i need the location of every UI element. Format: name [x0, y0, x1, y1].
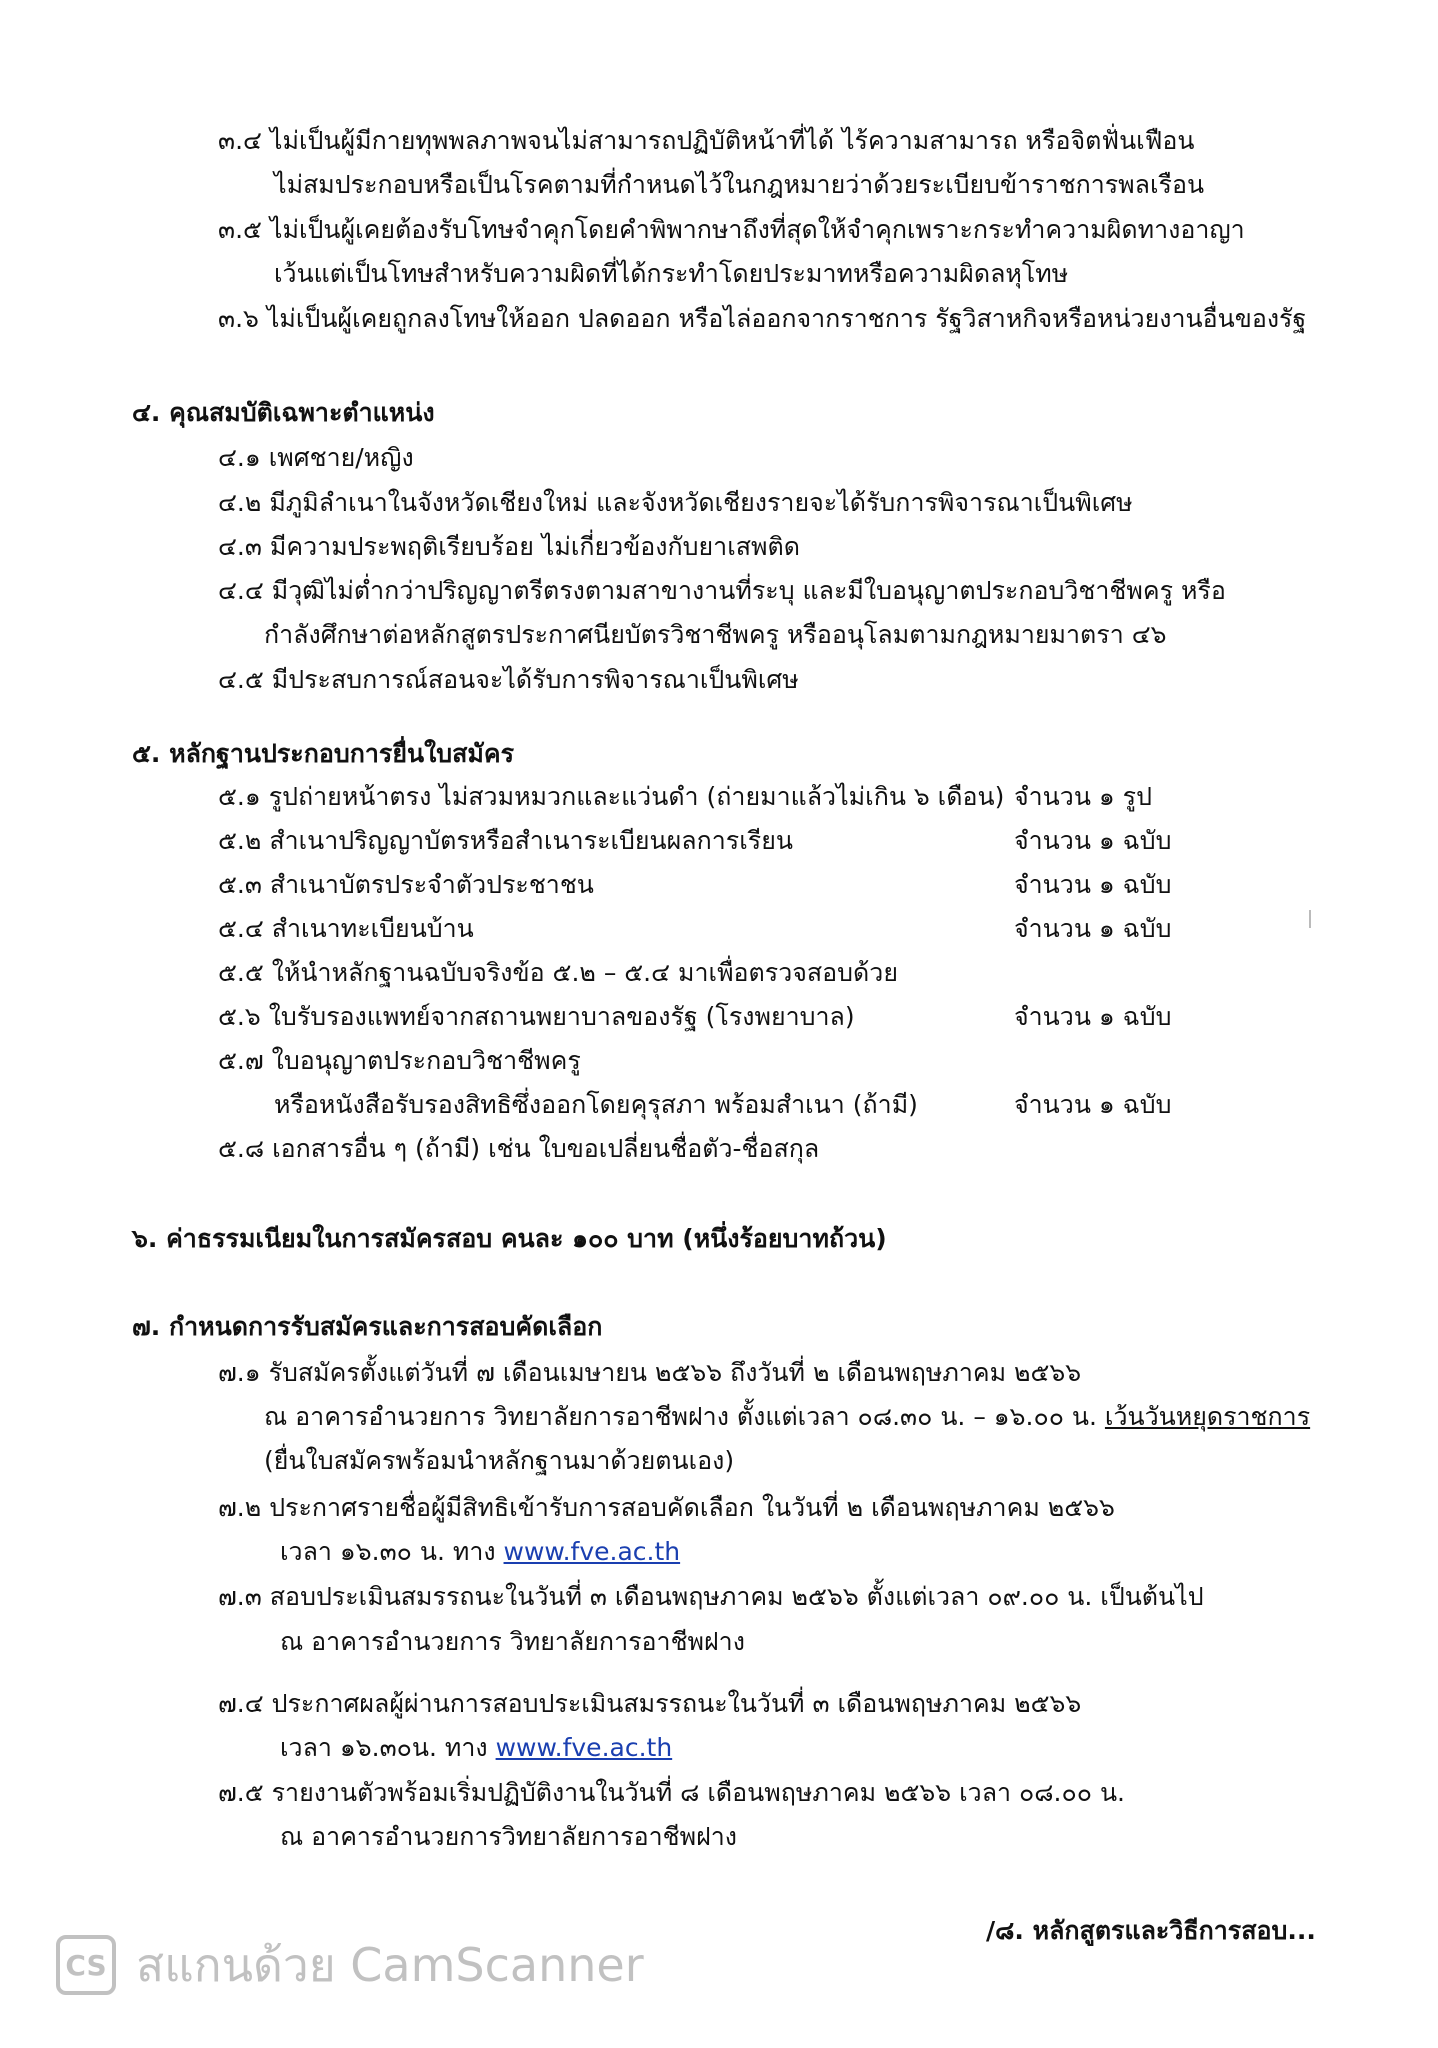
item-number: ๕.๔ [218, 914, 264, 943]
item-3-5 [218, 213, 1245, 247]
item-4-5 [218, 663, 799, 697]
item-3-5-cont: เว้นแต่เป็นโทษสำหรับความผิดที่ได้กระทำโดยประมาทหรือความผิดลหุโทษ [274, 259, 1069, 288]
item-5-2-amount: จำนวน ๑ ฉบับ [1014, 826, 1172, 855]
item-text: ให้นำหลักฐานฉบับจริงข้อ ๕.๒ – ๕.๔ มาเพื่อตรวจสอบด้วย [271, 958, 898, 987]
item-5-5 [218, 956, 898, 990]
item-text: รูปถ่ายหน้าตรง ไม่สวมหมวกและแว่นดำ (ถ่ายมาแล้วไม่เกิน ๖ เดือน) [268, 782, 1005, 811]
item-text: ไม่เป็นผู้เคยต้องรับโทษจำคุกโดยคำพิพากษาถึงที่สุดให้จำคุกเพราะกระทำความผิดทางอาญา [269, 215, 1245, 244]
item-text: ใบรับรองแพทย์จากสถานพยาบาลของรัฐ (โรงพยาบาล) [268, 1002, 855, 1031]
item-5-1 [218, 780, 1004, 814]
item-text: สำเนาทะเบียนบ้าน [271, 914, 474, 943]
item-7-1 [218, 1356, 1081, 1390]
item-3-6 [218, 302, 1306, 336]
item-7-5-cont: ณ อาคารอำนวยการวิทยาลัยการอาชีพฝาง [280, 1822, 737, 1851]
item-4-3 [218, 530, 800, 564]
item-number: ๗.๓ [218, 1582, 262, 1611]
item-text: เอกสารอื่น ๆ (ถ้ามี) เช่น ใบขอเปลี่ยนชื่อตัว-ชื่อสกุล [272, 1134, 820, 1163]
item-7-4 [218, 1687, 1081, 1721]
section-5-heading: ๕. หลักฐานประกอบการยื่นใบสมัคร [132, 739, 515, 768]
website-link[interactable]: www.fve.ac.th [495, 1733, 673, 1762]
item-text: มีประสบการณ์สอนจะได้รับการพิจารณาเป็นพิเศษ [271, 665, 799, 694]
section-6-heading: ๖. ค่าธรรมเนียมในการสมัครสอบ คนละ ๑๐๐ บาท (หนึ่งร้อยบาทถ้วน) [132, 1224, 887, 1253]
item-number: ๔.๒ [218, 488, 262, 517]
website-link[interactable]: www.fve.ac.th [503, 1537, 681, 1566]
item-number: ๔.๓ [218, 532, 262, 561]
item-number: ๔.๔ [218, 576, 264, 605]
item-text: ไม่เป็นผู้มีกายทุพพลภาพจนไม่สามารถปฏิบัติหน้าที่ได้ ไร้ความสามารถ หรือจิตฟั่นเฟือน [269, 126, 1195, 155]
item-number: ๔.๑ [218, 443, 261, 472]
item-5-2 [218, 824, 793, 858]
item-3-4-cont: ไม่สมประกอบหรือเป็นโรคตามที่กำหนดไว้ในกฎหมายว่าด้วยระเบียบข้าราชการพลเรือน [274, 170, 1205, 199]
item-text: มีภูมิลำเนาในจังหวัดเชียงใหม่ และจังหวัดเชียงรายจะได้รับการพิจารณาเป็นพิเศษ [269, 488, 1133, 517]
item-text: มีวุฒิไม่ต่ำกว่าปริญญาตรีตรงตามสาขางานที่ระบุ และมีใบอนุญาตประกอบวิชาชีพครู หรือ [271, 576, 1226, 605]
item-text: เวลา ๑๖.๓๐ น. ทาง [280, 1537, 496, 1566]
item-5-6-amount: จำนวน ๑ ฉบับ [1014, 1002, 1172, 1031]
item-number: ๗.๑ [218, 1358, 261, 1387]
camscanner-text: สแกนด้วย CamScanner [136, 1937, 644, 1992]
item-4-4 [218, 574, 1226, 608]
item-number: ๕.๘ [218, 1134, 265, 1163]
item-7-2 [218, 1491, 1115, 1525]
scan-speck [1309, 910, 1311, 928]
item-7-2-cont [280, 1535, 680, 1569]
item-text: เพศชาย/หญิง [268, 443, 414, 472]
item-text: ประกาศรายชื่อผู้มีสิทธิเข้ารับการสอบคัดเลือก ในวันที่ ๒ เดือนพฤษภาคม ๒๕๖๖ [269, 1493, 1115, 1522]
item-number: ๕.๓ [218, 870, 262, 899]
item-number: ๓.๕ [218, 215, 262, 244]
camscanner-logo-icon: CS [56, 1935, 116, 1995]
item-text: สำเนาปริญญาบัตรหรือสำเนาระเบียนผลการเรียน [269, 826, 793, 855]
item-7-3-cont: ณ อาคารอำนวยการ วิทยาลัยการอาชีพฝาง [280, 1627, 745, 1656]
continued-note: /๘. หลักสูตรและวิธีการสอบ... [986, 1916, 1316, 1945]
item-4-4-cont: กำลังศึกษาต่อหลักสูตรประกาศนียบัตรวิชาชีพครู หรืออนุโลมตามกฎหมายมาตรา ๔๖ [264, 620, 1167, 649]
item-number: ๕.๑ [218, 782, 261, 811]
item-5-3-amount: จำนวน ๑ ฉบับ [1014, 870, 1172, 899]
holiday-note: เว้นวันหยุดราชการ [1104, 1402, 1311, 1431]
item-text: ไม่เป็นผู้เคยถูกลงโทษให้ออก ปลดออก หรือไล่ออกจากราชการ รัฐวิสาหกิจหรือหน่วยงานอื่นของรัฐ [266, 304, 1307, 333]
section-7-heading: ๗. กำหนดการรับสมัครและการสอบคัดเลือก [132, 1312, 603, 1341]
item-3-4 [218, 124, 1195, 158]
item-7-3 [218, 1580, 1204, 1614]
item-5-7 [218, 1044, 581, 1078]
item-7-5 [218, 1776, 1125, 1810]
item-number: ๓.๔ [218, 126, 262, 155]
item-5-3 [218, 868, 594, 902]
item-number: ๕.๕ [218, 958, 264, 987]
item-text: รายงานตัวพร้อมเริ่มปฏิบัติงานในวันที่ ๘ เดือนพฤษภาคม ๒๕๖๖ เวลา ๐๘.๐๐ น. [271, 1778, 1125, 1807]
item-number: ๕.๗ [218, 1046, 264, 1075]
item-text: สอบประเมินสมรรถนะในวันที่ ๓ เดือนพฤษภาคม ๒๕๖๖ ตั้งแต่เวลา ๐๙.๐๐ น. เป็นต้นไป [269, 1582, 1204, 1611]
item-number: ๗.๕ [218, 1778, 264, 1807]
item-7-1-note: (ยื่นใบสมัครพร้อมนำหลักฐานมาด้วยตนเอง) [264, 1446, 735, 1475]
item-7-1-cont [264, 1400, 1310, 1434]
camscanner-watermark [56, 1930, 644, 2000]
item-7-4-cont [280, 1731, 672, 1765]
item-text: เวลา ๑๖.๓๐น. ทาง [280, 1733, 488, 1762]
item-4-2 [218, 486, 1133, 520]
item-text: สำเนาบัตรประจำตัวประชาชน [269, 870, 594, 899]
item-number: ๔.๕ [218, 665, 264, 694]
item-5-7-cont: หรือหนังสือรับรองสิทธิซึ่งออกโดยคุรุสภา พร้อมสำเนา (ถ้ามี) [274, 1090, 918, 1119]
item-text: ประกาศผลผู้ผ่านการสอบประเมินสมรรถนะในวันที่ ๓ เดือนพฤษภาคม ๒๕๖๖ [271, 1689, 1082, 1718]
section-4-heading: ๔. คุณสมบัติเฉพาะตำแหน่ง [132, 398, 435, 427]
item-5-4-amount: จำนวน ๑ ฉบับ [1014, 914, 1172, 943]
item-5-6 [218, 1000, 855, 1034]
item-4-1 [218, 441, 414, 475]
item-5-8 [218, 1132, 819, 1166]
item-number: ๕.๒ [218, 826, 262, 855]
item-number: ๓.๖ [218, 304, 259, 333]
item-text: รับสมัครตั้งแต่วันที่ ๗ เดือนเมษายน ๒๕๖๖ ถึงวันที่ ๒ เดือนพฤษภาคม ๒๕๖๖ [268, 1358, 1082, 1387]
item-5-1-amount: จำนวน ๑ รูป [1014, 782, 1152, 811]
item-number: ๕.๖ [218, 1002, 261, 1031]
item-text: ใบอนุญาตประกอบวิชาชีพครู [271, 1046, 581, 1075]
item-number: ๗.๔ [218, 1689, 264, 1718]
item-5-7-amount: จำนวน ๑ ฉบับ [1014, 1090, 1172, 1119]
item-number: ๗.๒ [218, 1493, 262, 1522]
item-5-4 [218, 912, 474, 946]
item-text: มีความประพฤติเรียบร้อย ไม่เกี่ยวข้องกับยาเสพติด [269, 532, 800, 561]
item-text: ณ อาคารอำนวยการ วิทยาลัยการอาชีพฝาง ตั้งแต่เวลา ๐๘.๓๐ น. – ๑๖.๐๐ น. [264, 1402, 1097, 1431]
